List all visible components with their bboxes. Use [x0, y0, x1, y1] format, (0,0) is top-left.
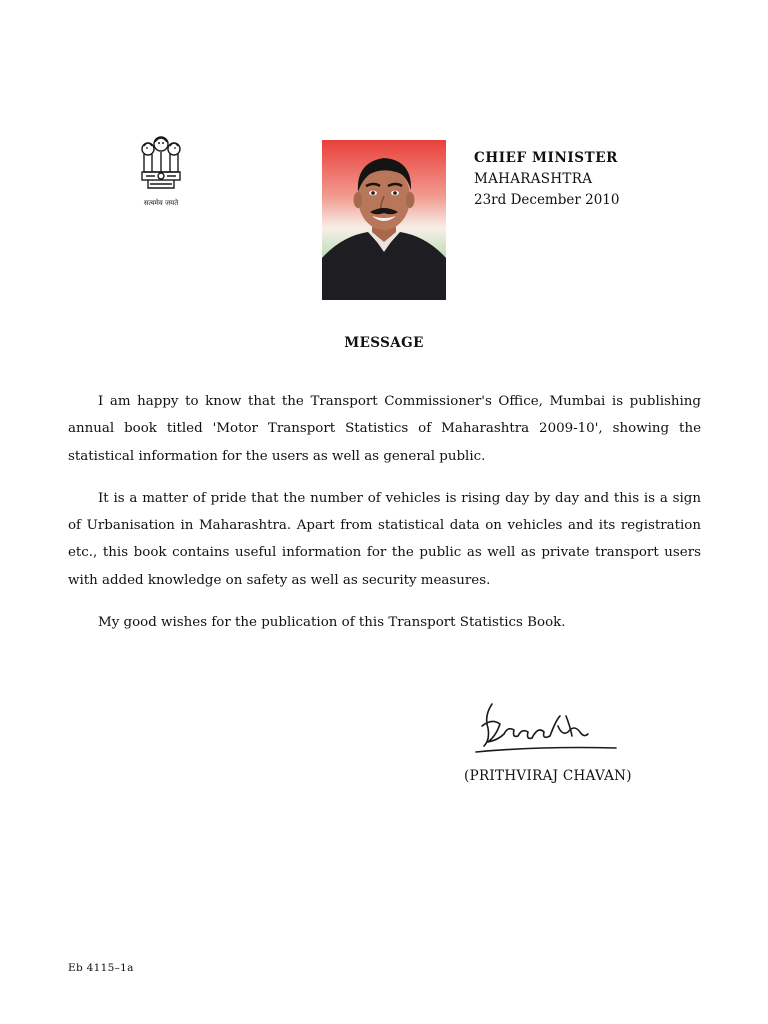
letter-header	[474, 148, 619, 211]
letter-date: 23rd December 2010	[474, 192, 620, 208]
message-paragraph-1: I am happy to know that the Transport Commissioner's Office, Mumbai is publishing annual book titled 'Motor Transport Statistics of Maharashtra 2009-10', showing the statistical information for the users as well as general public.	[68, 394, 701, 464]
signatory-name: (PRITHVIRAJ CHAVAN)	[464, 768, 632, 784]
designation-title: CHIEF MINISTER	[474, 150, 619, 166]
message-paragraph-2: It is a matter of pride that the number of vehicles is rising day by day and this is a sign of Urbanisation in Maharashtra. Apart from statistical data on vehicles and its registration etc., this book contains useful information for the public as well as private transport users with added knowledge on safety as well as security measures.	[68, 490, 701, 588]
message-heading: MESSAGE	[344, 335, 424, 351]
state-name: MAHARASHTRA	[474, 171, 593, 187]
handwritten-signature	[470, 696, 620, 762]
document-code: Eb 4115–1a	[68, 962, 134, 974]
message-body	[68, 388, 701, 651]
message-paragraph-3: My good wishes for the publication of this Transport Statistics Book.	[98, 615, 566, 631]
portrait-photo	[322, 140, 446, 300]
emblem-motto: सत्यमेव जयते	[143, 199, 179, 207]
